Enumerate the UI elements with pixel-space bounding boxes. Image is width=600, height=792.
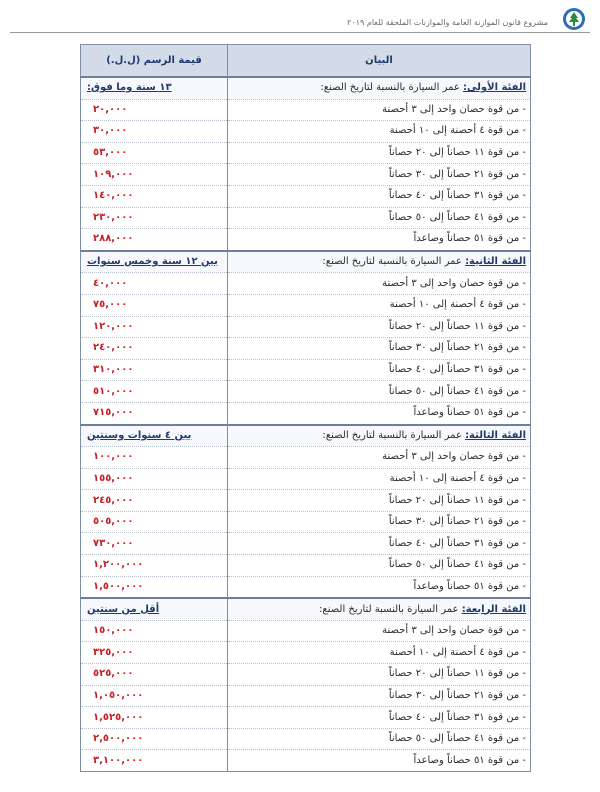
fee-value: ٣٠,٠٠٠ [81,121,228,143]
table-row [81,511,531,533]
horsepower-range: - من قوة حصان واحد إلى ٣ أحصنة [228,99,531,121]
table-row [81,707,531,729]
table-row [81,620,531,642]
fee-value: ٤٠,٠٠٠ [81,273,228,295]
category-title: الفئة الثانية: [465,256,526,268]
fee-value: ٥٣,٠٠٠ [81,142,228,164]
table-row [81,642,531,664]
table-row [81,402,531,424]
horsepower-range: - من قوة ١١ حصاناً إلى ٢٠ حصاناً [228,316,531,338]
fee-value: ١٥٥,٠٠٠ [81,468,228,490]
fee-table [80,44,531,772]
fee-value: ١,٥٠٠,٠٠٠ [81,576,228,598]
fee-value: ٧٥,٠٠٠ [81,294,228,316]
table-row [81,99,531,121]
category-row [81,77,531,99]
horsepower-range: - من قوة حصان واحد إلى ٣ أحصنة [228,273,531,295]
category-title: الفئة الأولى: [463,82,526,94]
fee-value: ٥٢٥,٠٠٠ [81,664,228,686]
horsepower-range: - من قوة ٣١ حصاناً إلى ٤٠ حصاناً [228,533,531,555]
category-label-cell [228,251,531,273]
header-title: مشروع قانون الموازنة العامة والموازنات الملحقة للعام ٢٠١٩ [347,18,548,27]
table-row [81,750,531,772]
fee-value: ١٢٠,٠٠٠ [81,316,228,338]
horsepower-range: - من قوة حصان واحد إلى ٣ أحصنة [228,620,531,642]
horsepower-range: - من قوة ٢١ حصاناً إلى ٣٠ حصاناً [228,338,531,360]
table-row [81,576,531,598]
horsepower-range: - من قوة حصان واحد إلى ٣ أحصنة [228,447,531,469]
category-row [81,598,531,620]
table-header-row [81,45,531,78]
column-header-fee: قيمة الرسم (ل.ل.) [81,45,228,78]
category-title: الفئة الرابعة: [461,603,526,615]
category-label-cell [228,77,531,99]
category-subtitle: عمر السيارة بالنسبة لتاريخ الصنع: [322,429,462,441]
table-row [81,164,531,186]
fee-value: ٢,٥٠٠,٠٠٠ [81,728,228,750]
category-subtitle: عمر السيارة بالنسبة لتاريخ الصنع: [319,603,459,615]
table-row [81,728,531,750]
horsepower-range: - من قوة ٢١ حصاناً إلى ٣٠ حصاناً [228,511,531,533]
table-row [81,447,531,469]
page-header [10,8,590,33]
category-subtitle: عمر السيارة بالنسبة لتاريخ الصنع: [320,82,460,94]
table-row [81,338,531,360]
category-age-range: بين ١٢ سنة وخمس سنوات [81,251,228,273]
horsepower-range: - من قوة ٥١ حصاناً وصاعداً [228,576,531,598]
fee-value: ١٤٠,٠٠٠ [81,185,228,207]
fee-value: ٢٨٨,٠٠٠ [81,229,228,251]
table-row [81,229,531,251]
category-label-cell [228,425,531,447]
category-age-range: ١٣ سنة وما فوق: [81,77,228,99]
category-label-cell [228,598,531,620]
fee-value: ١,٠٥٠,٠٠٠ [81,685,228,707]
fee-value: ٢٤٠,٠٠٠ [81,338,228,360]
horsepower-range: - من قوة ٣١ حصاناً إلى ٤٠ حصاناً [228,185,531,207]
category-subtitle: عمر السيارة بالنسبة لتاريخ الصنع: [322,256,462,268]
fee-table-body [81,77,531,772]
horsepower-range: - من قوة ٤١ حصاناً إلى ٥٠ حصاناً [228,555,531,577]
category-row [81,425,531,447]
fee-value: ٣١٠,٠٠٠ [81,359,228,381]
horsepower-range: - من قوة ١١ حصاناً إلى ٢٠ حصاناً [228,142,531,164]
table-row [81,316,531,338]
table-row [81,533,531,555]
category-row [81,251,531,273]
horsepower-range: - من قوة ٤١ حصاناً إلى ٥٠ حصاناً [228,207,531,229]
table-row [81,207,531,229]
category-age-range: أقل من سنتين [81,598,228,620]
table-row [81,273,531,295]
table-row [81,381,531,403]
fee-value: ٢٤٥,٠٠٠ [81,490,228,512]
fee-value: ٧٣٠,٠٠٠ [81,533,228,555]
table-row [81,664,531,686]
horsepower-range: - من قوة ٣١ حصاناً إلى ٤٠ حصاناً [228,707,531,729]
fee-value: ١,٢٠٠,٠٠٠ [81,555,228,577]
fee-value: ١,٥٢٥,٠٠٠ [81,707,228,729]
horsepower-range: - من قوة ٤١ حصاناً إلى ٥٠ حصاناً [228,728,531,750]
table-row [81,121,531,143]
table-row [81,359,531,381]
horsepower-range: - من قوة ٤١ حصاناً إلى ٥٠ حصاناً [228,381,531,403]
table-row [81,555,531,577]
fee-value: ٥٠٥,٠٠٠ [81,511,228,533]
cedar-logo-icon [560,6,588,32]
fee-value: ١٠٩,٠٠٠ [81,164,228,186]
category-age-range: بين ٤ سنوات وسنتين [81,425,228,447]
table-row [81,142,531,164]
horsepower-range: - من قوة ٥١ حصاناً وصاعداً [228,229,531,251]
table-row [81,294,531,316]
horsepower-range: - من قوة ٤ أحصنة إلى ١٠ أحصنة [228,121,531,143]
column-header-description: البيان [228,45,531,78]
table-row [81,468,531,490]
fee-value: ٣,١٠٠,٠٠٠ [81,750,228,772]
horsepower-range: - من قوة ٥١ حصاناً وصاعداً [228,402,531,424]
fee-value: ٣٢٥,٠٠٠ [81,642,228,664]
horsepower-range: - من قوة ٢١ حصاناً إلى ٣٠ حصاناً [228,164,531,186]
horsepower-range: - من قوة ١١ حصاناً إلى ٢٠ حصاناً [228,490,531,512]
category-title: الفئة الثالثة: [465,429,526,441]
horsepower-range: - من قوة ٢١ حصاناً إلى ٣٠ حصاناً [228,685,531,707]
horsepower-range: - من قوة ٤ أحصنة إلى ١٠ أحصنة [228,468,531,490]
table-row [81,685,531,707]
horsepower-range: - من قوة ١١ حصاناً إلى ٢٠ حصاناً [228,664,531,686]
fee-value: ٢٠,٠٠٠ [81,99,228,121]
fee-value: ٢٣٠,٠٠٠ [81,207,228,229]
horsepower-range: - من قوة ٤ أحصنة إلى ١٠ أحصنة [228,642,531,664]
horsepower-range: - من قوة ٤ أحصنة إلى ١٠ أحصنة [228,294,531,316]
table-row [81,490,531,512]
fee-value: ٧١٥,٠٠٠ [81,402,228,424]
fee-value: ١٠٠,٠٠٠ [81,447,228,469]
horsepower-range: - من قوة ٥١ حصاناً وصاعداً [228,750,531,772]
table-row [81,185,531,207]
fee-value: ١٥٠,٠٠٠ [81,620,228,642]
horsepower-range: - من قوة ٣١ حصاناً إلى ٤٠ حصاناً [228,359,531,381]
fee-value: ٥١٠,٠٠٠ [81,381,228,403]
